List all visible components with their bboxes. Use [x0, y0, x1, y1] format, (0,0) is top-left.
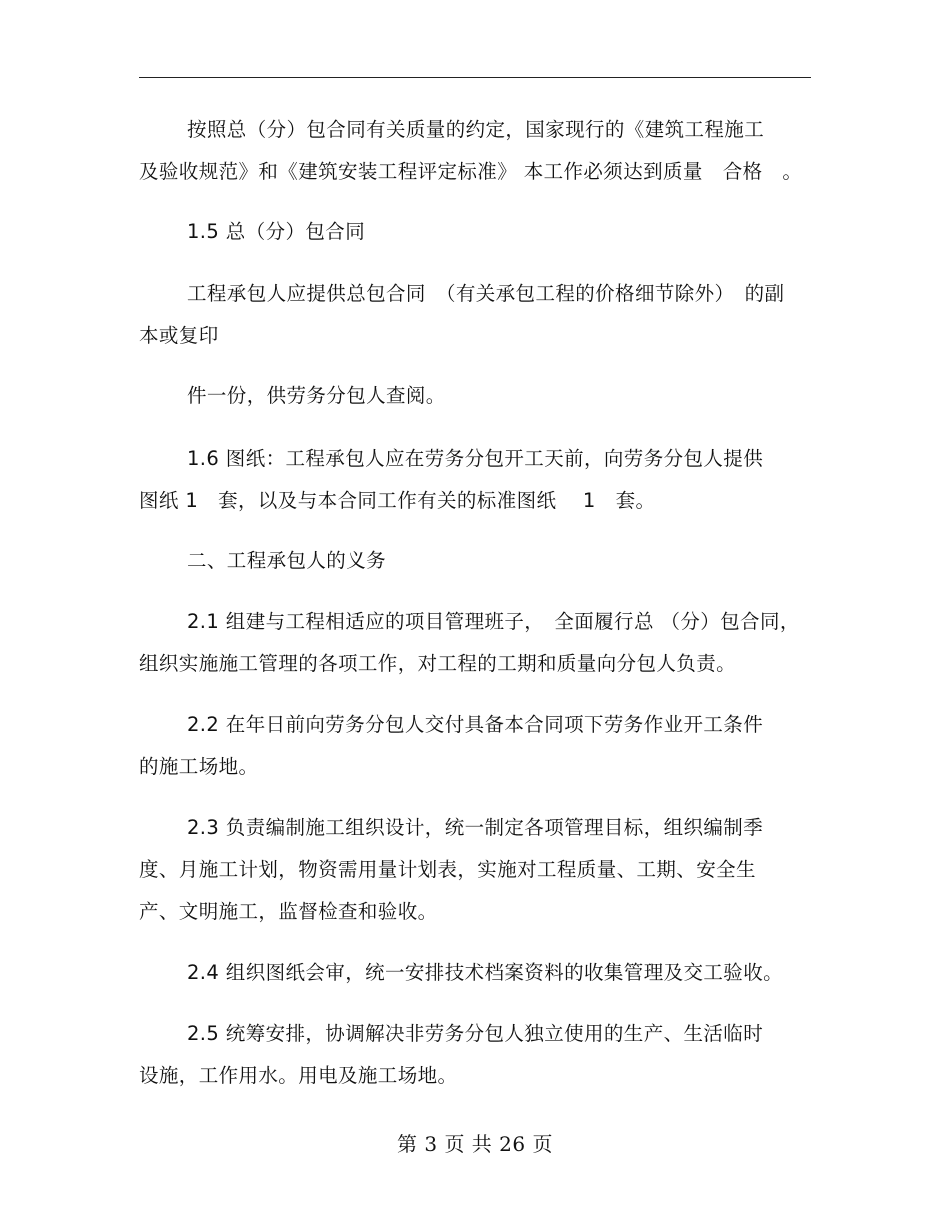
paragraph-line: 图纸 1 套，以及与本合同工作有关的标准图纸 1 套。	[139, 489, 656, 512]
paragraph-line: 按照总（分）包合同有关质量的约定，国家现行的《建筑工程施工	[187, 118, 765, 141]
paragraph-line: 2.1 组建与工程相适应的项目管理班子， 全面履行总 （分）包合同，	[187, 610, 800, 633]
section-heading: 1.5 总（分）包合同	[187, 220, 366, 243]
paragraph-line: 及验收规范》和《建筑安装工程评定标准》 本工作必须达到质量 合格 。	[139, 160, 803, 183]
paragraph-line: 1.6 图纸：工程承包人应在劳务分包开工天前，向劳务分包人提供	[187, 447, 764, 470]
paragraph-line: 设施，工作用水。用电及施工场地。	[139, 1064, 458, 1087]
section-heading: 二、工程承包人的义务	[187, 549, 387, 572]
paragraph-line: 度、月施工计划，物资需用量计划表，实施对工程质量、工期、安全生	[139, 858, 756, 881]
paragraph-line: 本或复印	[139, 324, 219, 347]
paragraph-line: 件一份，供劳务分包人查阅。	[187, 384, 446, 407]
paragraph-line: 2.3 负责编制施工组织设计，统一制定各项管理目标，组织编制季	[187, 816, 764, 839]
paragraph-line: 组织实施施工管理的各项工作，对工程的工期和质量向分包人负责。	[139, 652, 737, 675]
paragraph-line: 产、文明施工，监督检查和验收。	[139, 900, 438, 923]
paragraph-line: 2.2 在年日前向劳务分包人交付具备本合同项下劳务作业开工条件	[187, 713, 764, 736]
paragraph-line: 2.4 组织图纸会审，统一安排技术档案资料的收集管理及交工验收。	[187, 961, 784, 984]
paragraph-line: 2.5 统筹安排，协调解决非劳务分包人独立使用的生产、生活临时	[187, 1022, 764, 1045]
header-rule	[139, 77, 811, 78]
paragraph-line: 工程承包人应提供总包合同 （有关承包工程的价格细节除外） 的副	[187, 282, 785, 305]
paragraph-line: 的施工场地。	[139, 755, 259, 778]
page-number: 第 3 页 共 26 页	[397, 1132, 553, 1156]
